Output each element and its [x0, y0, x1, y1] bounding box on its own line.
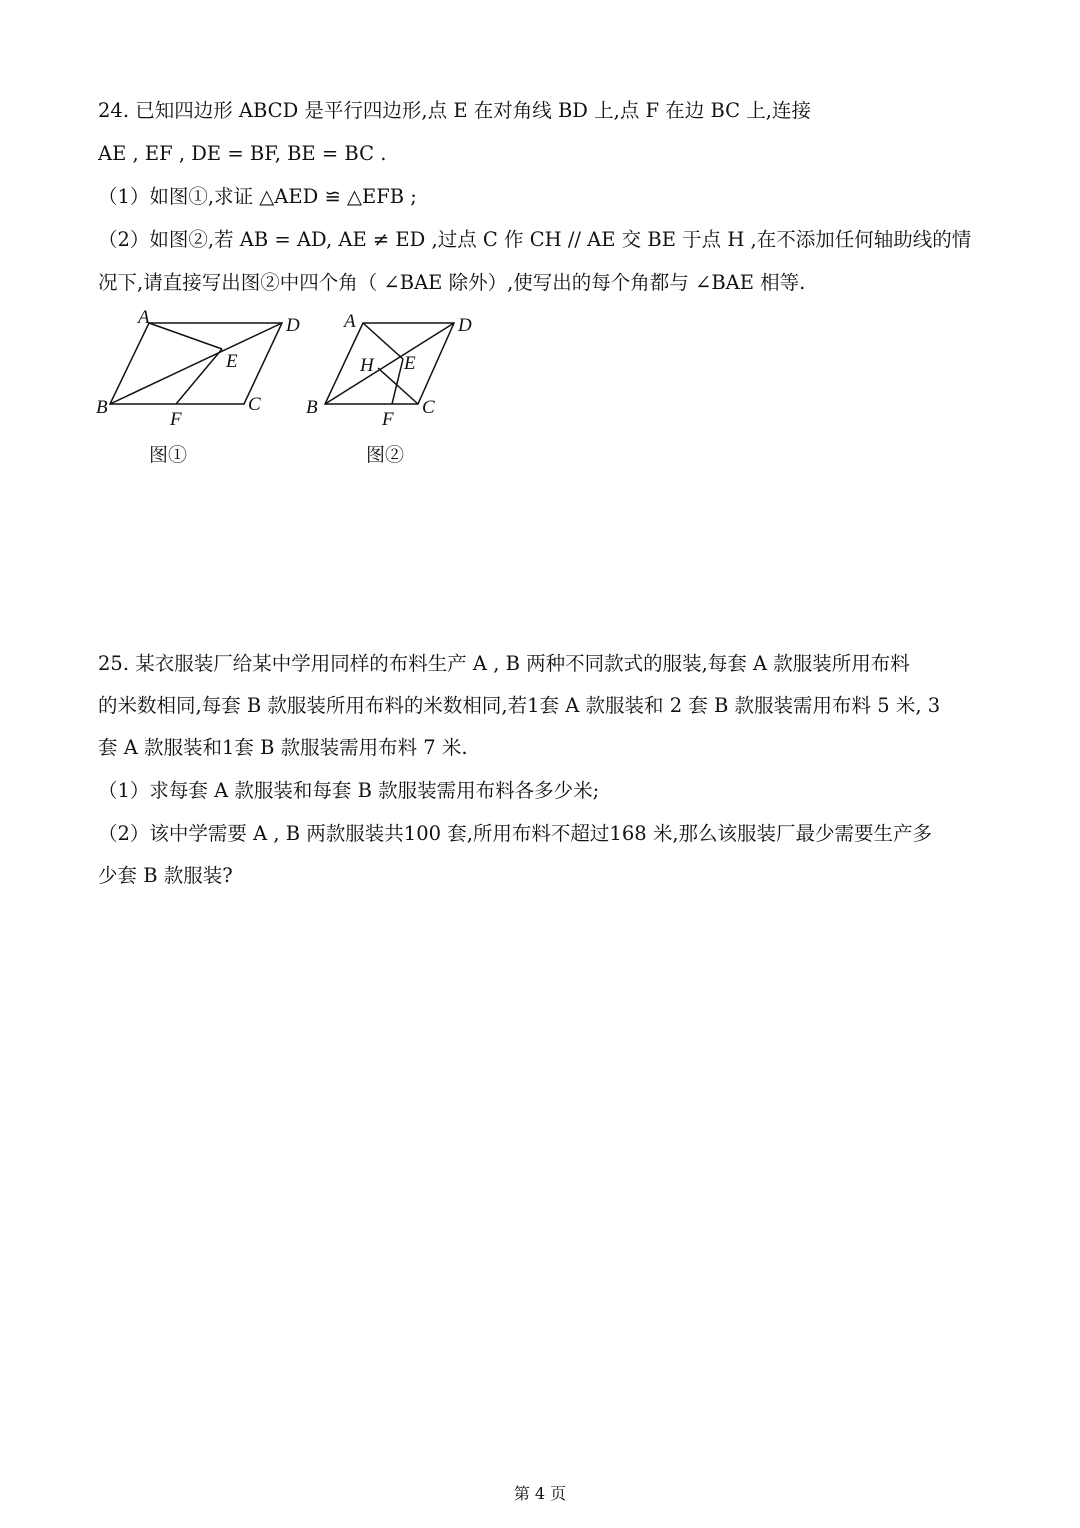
fig1-segment-ef: [176, 349, 222, 404]
fig2-label-d: D: [458, 315, 472, 336]
fig1-label-f: F: [170, 409, 182, 430]
fig2-label-h: H: [360, 355, 374, 376]
fig1-label-b: B: [96, 397, 108, 418]
fig2-label-e: E: [404, 353, 416, 374]
page-number: 第 4 页: [513, 1484, 567, 1503]
q24-part-1: （1）如图①,求证 △AED ≌ △EFB ;: [98, 185, 417, 208]
fig1-label-d: D: [286, 315, 300, 336]
fig1-segment-ae: [149, 323, 222, 349]
figure-1-caption: 图①: [149, 444, 188, 466]
q24-line-1: 24. 已知四边形 ABCD 是平行四边形,点 E 在对角线 BD 上,点 F 在边 BC 上,连接: [98, 99, 811, 122]
q25-part-2-line-2: 少套 B 款服装?: [98, 864, 233, 887]
fig1-label-a: A: [138, 307, 150, 328]
fig2-label-c: C: [422, 397, 435, 418]
q24-part-2-line-2: 况下,请直接写出图②中四个角（ ∠BAE 除外）,使写出的每个角都与 ∠BAE 相等.: [98, 271, 806, 294]
figure-2-caption: 图②: [366, 444, 405, 466]
q24-line-2: AE , EF , DE = BF, BE = BC .: [98, 142, 387, 165]
q25-part-2-line-1: （2）该中学需要 A , B 两款服装共100 套,所用布料不超过168 米,那么该服装厂最少需要生产多: [98, 822, 933, 845]
fig2-label-a: A: [344, 311, 356, 332]
fig2-label-f: F: [382, 409, 394, 430]
q25-line-3: 套 A 款服装和1套 B 款服装需用布料 7 米.: [98, 736, 468, 759]
figure-1-diagram: [90, 305, 320, 435]
q25-line-2: 的米数相同,每套 B 款服装所用布料的米数相同,若1套 A 款服装和 2 套 B 款服装需用布料 5 米, 3: [98, 694, 941, 717]
fig1-label-e: E: [226, 351, 238, 372]
q24-part-2-line-1: （2）如图②,若 AB = AD, AE ≠ ED ,过点 C 作 CH // AE 交 BE 于点 H ,在不添加任何轴助线的情: [98, 228, 972, 251]
fig2-segment-ae: [363, 323, 403, 359]
figure-2-diagram: [300, 305, 490, 435]
q25-part-1: （1）求每套 A 款服装和每套 B 款服装需用布料各多少米;: [98, 779, 600, 802]
fig1-diagonal-bd: [110, 323, 282, 404]
q25-line-1: 25. 某衣服装厂给某中学用同样的布料生产 A , B 两种不同款式的服装,每套 A 款服装所用布料: [98, 652, 910, 675]
fig1-label-c: C: [248, 394, 261, 415]
fig2-label-b: B: [306, 397, 318, 418]
